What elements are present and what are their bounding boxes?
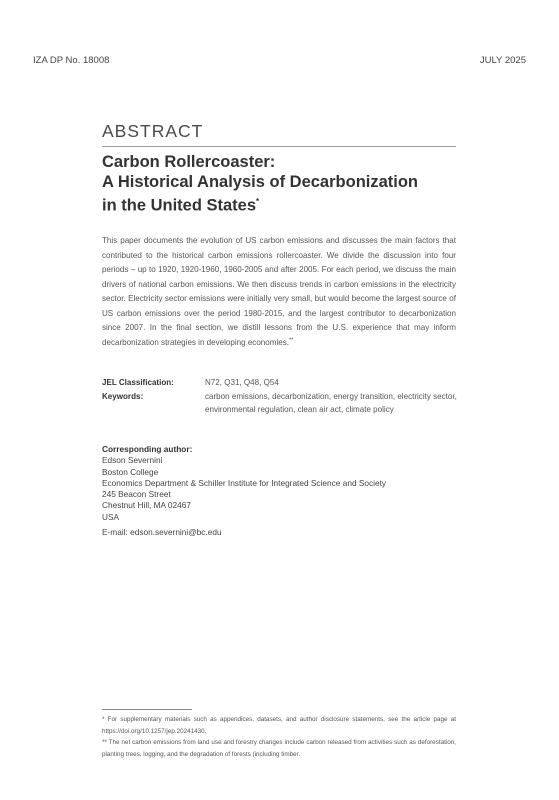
footnote-2: ** The net carbon emissions from land use and forestry changes include carbon released from activities such as deforestation, planting trees, logging, and the degradation of forests (including timber. — [102, 739, 456, 758]
author-street: 245 Beacon Street — [102, 489, 171, 500]
title-line-1: Carbon Rollercoaster: — [102, 153, 276, 171]
title-line-2: A Historical Analysis of Decarbonization — [102, 173, 419, 191]
author-institution: Boston College — [102, 466, 159, 477]
footnotes — [102, 714, 456, 760]
footnote-rule — [102, 709, 192, 710]
author-department: Economics Department & Schiller Institute for Integrated Science and Society — [102, 477, 387, 488]
author-email: E-mail: edson.severnini@bc.edu — [102, 527, 222, 538]
abstract-text: This paper documents the evolution of US carbon emissions and discusses the main factors that contributed to the historical carbon emissions rollercoaster. We divide the discussion into four periods – up to 1920, 1920-1960, 1960-2005 and after 2005. For each period, we discuss the main drivers of national carbon emissions. We then discuss trends in carbon emissions in the electricity sector. Electricity sector emissions were initially very small, but would become the largest source of US carbon emissions over the period 1980-2015, and the largest contributor to decarbonization since 2007. In the final section, we distill lessons from the U.S. experience that may inform decarbonization strategies in developing economies. — [102, 236, 456, 347]
title-line-3: in the United States* — [102, 196, 260, 215]
abstract-heading: ABSTRACT — [102, 121, 204, 141]
footnote-1: * For supplementary materials such as appendices, datasets, and author disclosure statements, see the article page at https://doi.org/10.1257/jep.20241430. — [102, 716, 456, 735]
keywords-label: Keywords: — [102, 392, 144, 401]
paper-title — [102, 152, 456, 216]
series-number: IZA DP No. 18008 — [33, 55, 110, 66]
author-label: Corresponding author: — [102, 444, 193, 454]
author-country: USA — [102, 511, 120, 522]
corresponding-author — [102, 444, 456, 538]
abstract-footnote-mark: ** — [288, 336, 294, 343]
jel-value: N72, Q31, Q48, Q54 — [205, 378, 279, 387]
keywords-value: carbon emissions, decarbonization, energy transition, electricity sector, environmental regulation, clean air act, climate policy — [205, 392, 457, 414]
abstract-body — [102, 234, 456, 350]
jel-label: JEL Classification: — [102, 378, 174, 387]
title-footnote-mark: * — [256, 197, 260, 206]
author-name: Edson Severnini — [102, 455, 163, 466]
heading-rule — [102, 146, 456, 147]
author-city: Chestnut Hill, MA 02467 — [102, 500, 192, 511]
publication-date: JULY 2025 — [479, 55, 526, 66]
